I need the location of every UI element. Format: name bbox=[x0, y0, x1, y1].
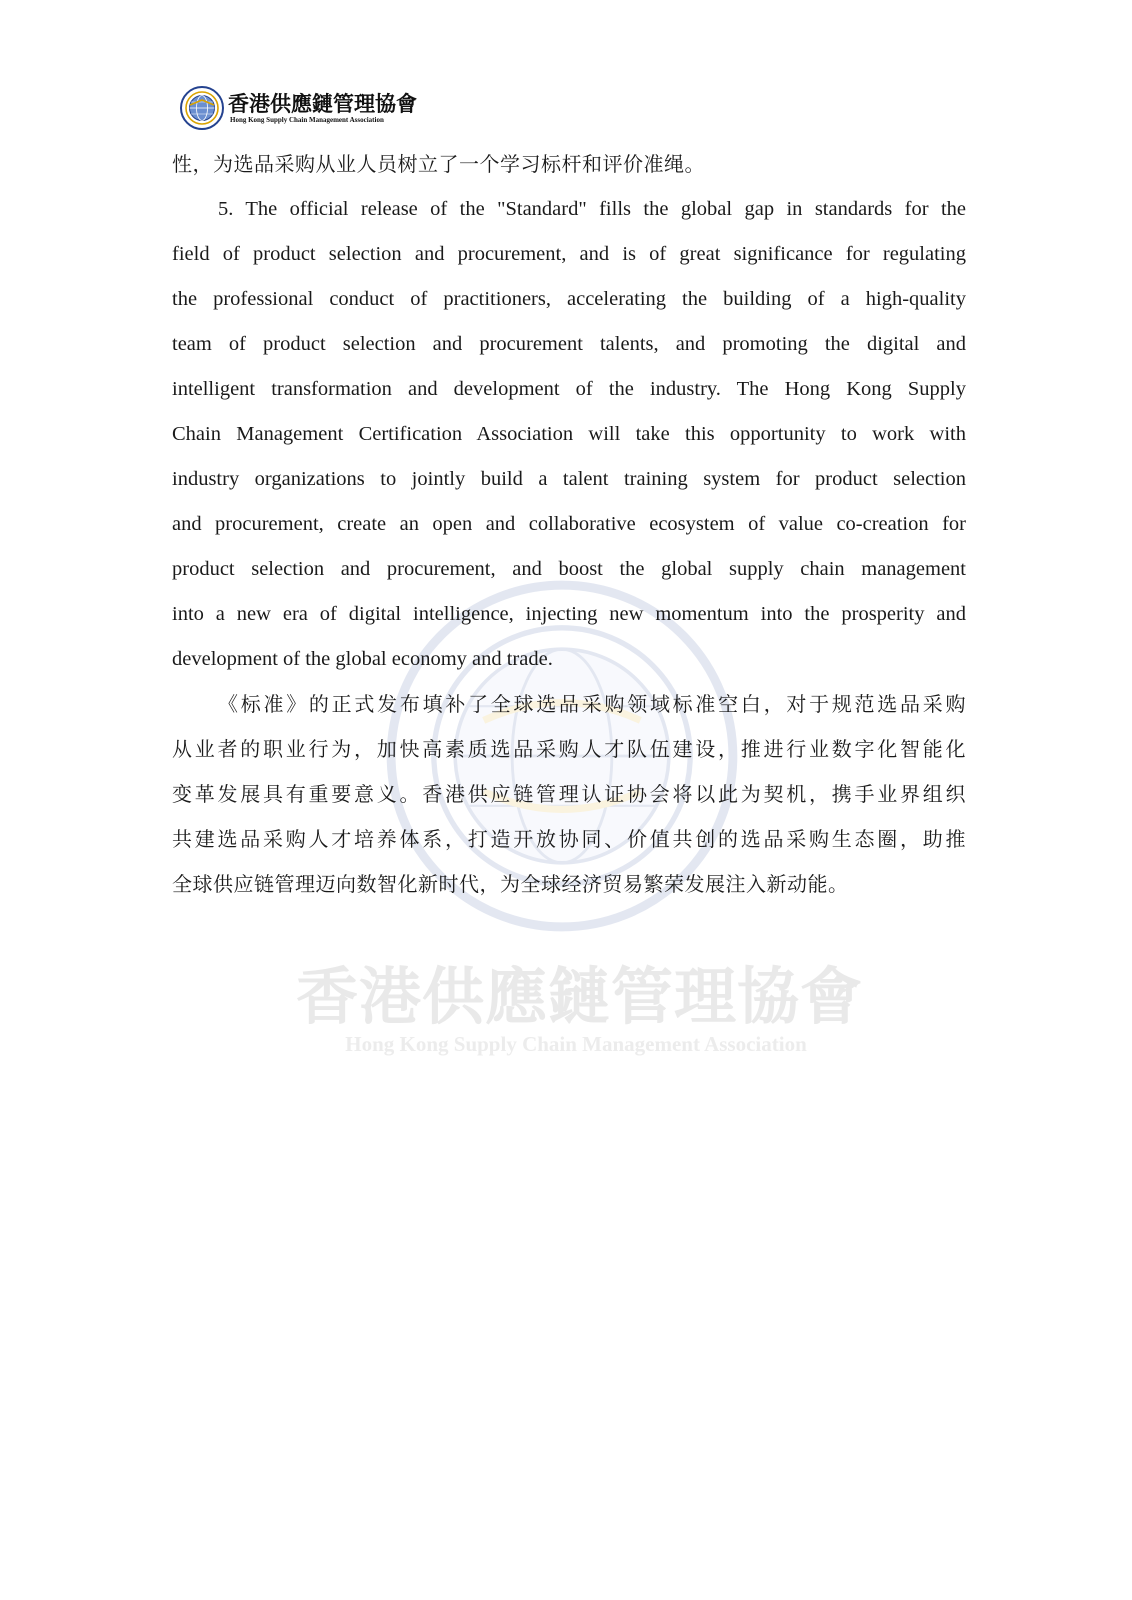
text-line: 《标准》的正式发布填补了全球选品采购领域标准空白，对于规范选品采购 bbox=[218, 692, 966, 716]
logo-english-name: Hong Kong Supply Chain Management Association bbox=[230, 115, 384, 124]
text-line: 全球供应链管理迈向数智化新时代，为全球经济贸易繁荣发展注入新动能。 bbox=[172, 872, 849, 896]
text-line: development of the global economy and trade. bbox=[172, 648, 553, 670]
paragraph-continuation bbox=[172, 142, 966, 187]
header-logo bbox=[180, 86, 417, 130]
watermark-chinese-text: 香港供應鏈管理協會 bbox=[296, 960, 864, 1033]
watermark-english-text: Hong Kong Supply Chain Management Association bbox=[345, 1032, 807, 1056]
text-line: 共建选品采购人才培养体系，打造开放协同、价值共创的选品采购生态圈，助推 bbox=[172, 827, 966, 851]
text-line: the professional conduct of practitioners, accelerating the building of a high-quality bbox=[172, 288, 966, 310]
text-line: 变革发展具有重要意义。香港供应链管理认证协会将以此为契机，携手业界组织 bbox=[172, 782, 966, 806]
text-line: 性，为选品采购从业人员树立了一个学习标杆和评价准绳。 bbox=[172, 152, 705, 176]
text-line: and procurement, create an open and collaborative ecosystem of value co-creation for bbox=[172, 513, 966, 535]
association-emblem-icon bbox=[180, 86, 224, 130]
text-line: 5. The official release of the "Standard" fills the global gap in standards for the bbox=[218, 198, 966, 220]
text-line: into a new era of digital intelligence, injecting new momentum into the prosperity and bbox=[172, 603, 966, 625]
document-body bbox=[172, 142, 966, 907]
text-line: Chain Management Certification Association will take this opportunity to work with bbox=[172, 423, 966, 445]
text-line: 从业者的职业行为，加快高素质选品采购人才队伍建设，推进行业数字化智能化 bbox=[172, 737, 966, 761]
paragraph-english bbox=[172, 187, 966, 682]
text-line: team of product selection and procurement talents, and promoting the digital and bbox=[172, 333, 966, 355]
text-line: field of product selection and procurement, and is of great significance for regulating bbox=[172, 243, 966, 265]
text-line: industry organizations to jointly build a talent training system for product selection bbox=[172, 468, 966, 490]
text-line: product selection and procurement, and boost the global supply chain management bbox=[172, 558, 966, 580]
paragraph-chinese bbox=[172, 682, 966, 907]
logo-chinese-name: 香港供應鏈管理協會 bbox=[228, 91, 417, 116]
text-line: intelligent transformation and development of the industry. The Hong Kong Supply bbox=[172, 378, 966, 400]
